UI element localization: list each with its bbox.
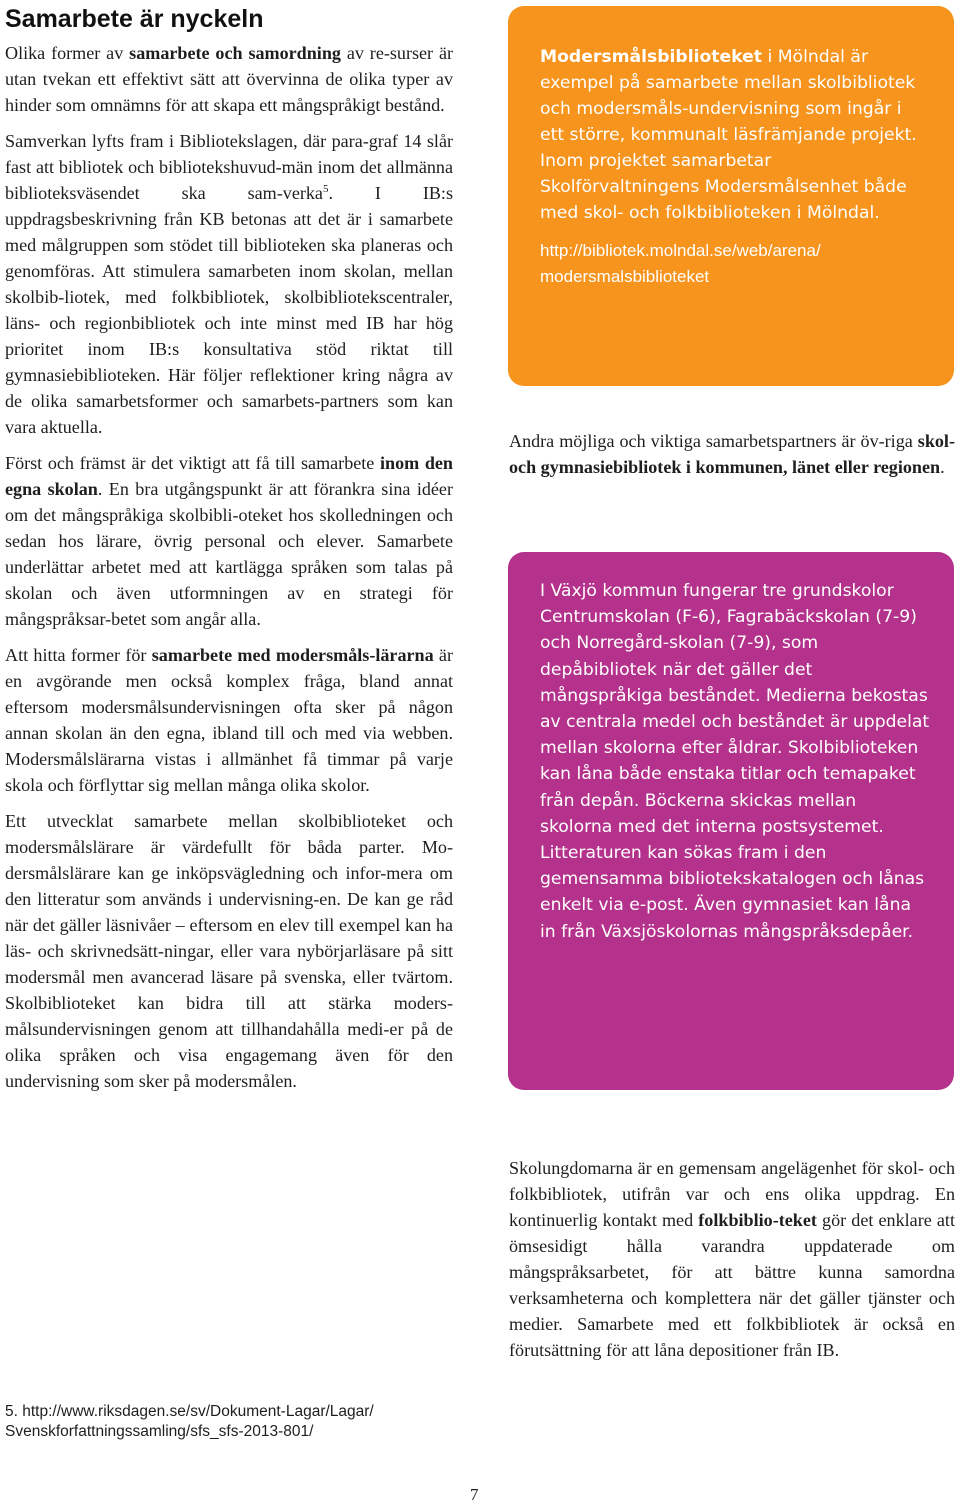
orange-box-text — [540, 44, 930, 226]
page-number: 7 — [470, 1485, 479, 1504]
orange-box-content — [540, 44, 930, 290]
orange-info-box — [508, 6, 954, 386]
link-line[interactable]: modersmalsbiblioteket — [540, 267, 710, 286]
paragraph-folkbibliotek — [509, 1155, 955, 1363]
text-run: Att hitta former för — [5, 645, 152, 665]
orange-box-link[interactable] — [540, 238, 930, 290]
purple-box-text: I Växjö kommun fungerar tre grundskolor Centrumskolan (F-6), Fagrabäckskolan (7-9) och Norregård-skolan (7-9), som depåbibliotek när det gäller det mångspråkiga beståndet. Medierna bekostas av centrala medel och beståndet är uppdelat mellan skolorna efter åldrar. Skolbiblioteken kan låna både enstaka titlar och temapaket från depån. Böckerna skickas mellan skolorna med det interna postsystemet. Litteraturen kan sökas fram i den gemensamma bibliotekskatalogen och lånas enkelt via e-post. Även gymnasiet kan låna in från Växsjöskolornas mångspråksdepåer. — [540, 581, 930, 942]
text-run: gör det enklare att ömsesidigt hålla varandra uppdaterade om mångspråksarbetet, för att bättre kunna samordna verksamheterna och komplettera när det gäller tjänster och medier. Samarbete med ett folkbibliotek är också en förutsättning för att låna depositioner från IB. — [509, 1210, 955, 1360]
page-title: Samarbete är nyckeln — [5, 5, 264, 33]
purple-info-box — [508, 552, 954, 1090]
paragraph-utvecklat-samarbete: Ett utvecklat samarbete mellan skolbiblioteket och modersmålslärare är värdefullt för båda parter. Mo-dersmålslärare kan ge inköpsvägledning och infor-mera om den litteratur som används i undervisning-en. De kan ge råd när det gäller läsnivåer – eftersom en elev till exempel kan ha läs- och skrivnedsätt-ningar, eller vara nybörjarläsare på sitt modersmål men avancerad läsare på svenska, eller tvärtom. Skolbiblioteket kan bidra till att stärka moders-målsundervisningen genom att tillhandahålla medi-er på de olika språken och visa engagemang även för den undervisning som sker på modersmålen. — [5, 811, 453, 1091]
bold-run: Modersmålsbiblioteket — [540, 47, 763, 67]
bold-run: skol- och gymnasiebibliotek i kommunen, länet eller regionen — [509, 431, 955, 477]
footnote-ref[interactable]: 5 — [322, 182, 329, 195]
bold-run: inom den egna skolan — [5, 453, 453, 499]
text-run: . I IB:s uppdragsbeskrivning från KB betonas att det är i samarbete med målgruppen som stödet till biblioteken ska planeras och genomföras. Att stimulera samarbeten inom skolan, mellan skolbib-liotek, med folkbibliotek, skolbibliotekscentraler, läns- och regionbibliotek och inte minst med IB har hög prioritet inom IB:s konsultativa stöd riktat till gymnasiebiblioteken. Här följer reflektioner kring några av de olika samarbetsformer och samarbets-partners som kan vara aktuella. — [5, 183, 453, 437]
paragraph-modersmalslarare — [5, 642, 453, 798]
text-run: är en avgörande men också komplex fråga, bland annat eftersom modersmålsundervisningen ofta sker på någon annan skolan än den egna, ibland till och med via webben. Modersmålslärarna vistas i allmänhet få timmar på varje skola och förflyttar sig mellan många olika skolor. — [5, 645, 453, 795]
paragraph-samverkan — [5, 128, 453, 440]
paragraph-egna-skolan — [5, 450, 453, 632]
text-run: i Mölndal är exempel på samarbete mellan skolbibliotek och modersmåls-undervisning som ingår i ett större, kommunalt läsfrämjande projekt. Inom projektet samarbetar Skolförvaltningens Modersmålsenhet både med skol- och folkbiblioteken i Mölndal. — [540, 47, 917, 223]
left-column — [5, 40, 453, 1104]
text-run: Först och främst är det viktigt att få till samarbete — [5, 453, 380, 473]
bold-run: folkbiblio-teket — [698, 1210, 817, 1230]
footnote — [5, 1402, 465, 1442]
text-run: Samverkan lyfts fram i Bibliotekslagen, där para-graf 14 slår fast att bibliotek och bibliotekshuvud-män inom det allmänna biblioteksväsendet ska sam-verka — [5, 131, 453, 203]
footnote-line[interactable]: 5. http://www.riksdagen.se/sv/Dokument-Lagar/Lagar/ — [5, 1403, 374, 1420]
text-run: . En bra utgångspunkt är att förankra sina idéer om det mångspråkiga skolbibli-oteket hos skolledningen och sedan hos lärare, övrig personal och elever. Samarbete underlättar arbetet med att kartlägga språken som talas på skolan och även utformningen av en strategi för mångspråksar-betet som angår alla. — [5, 479, 453, 629]
bold-run: samarbete och samordning — [129, 43, 341, 63]
text-run: . — [940, 457, 945, 477]
paragraph-intro — [5, 40, 453, 118]
right-column-folkbibliotek — [509, 1155, 955, 1363]
text-run: Andra möjliga och viktiga samarbetspartners är öv-riga — [509, 431, 918, 451]
right-column-partners — [509, 428, 955, 480]
paragraph-partners — [509, 428, 955, 480]
text-run: Skolungdomarna är en gemensam angelägenhet för skol- och folkbibliotek, utifrån var och ens olika uppdrag. En kontinuerlig kontakt med — [509, 1158, 955, 1230]
bold-run: samarbete med modersmåls-lärarna — [151, 645, 434, 665]
link-line[interactable]: http://bibliotek.molndal.se/web/arena/ — [540, 241, 821, 260]
footnote-line[interactable]: Svenskforfattningssamling/sfs_sfs-2013-801/ — [5, 1423, 314, 1440]
text-run: av re-surser är utan tvekan ett effektivt sätt att övervinna de olika typer av hinder som omnämns för att skapa ett mångspråkigt bestånd. — [5, 43, 454, 115]
text-run: Olika former av — [5, 43, 130, 63]
